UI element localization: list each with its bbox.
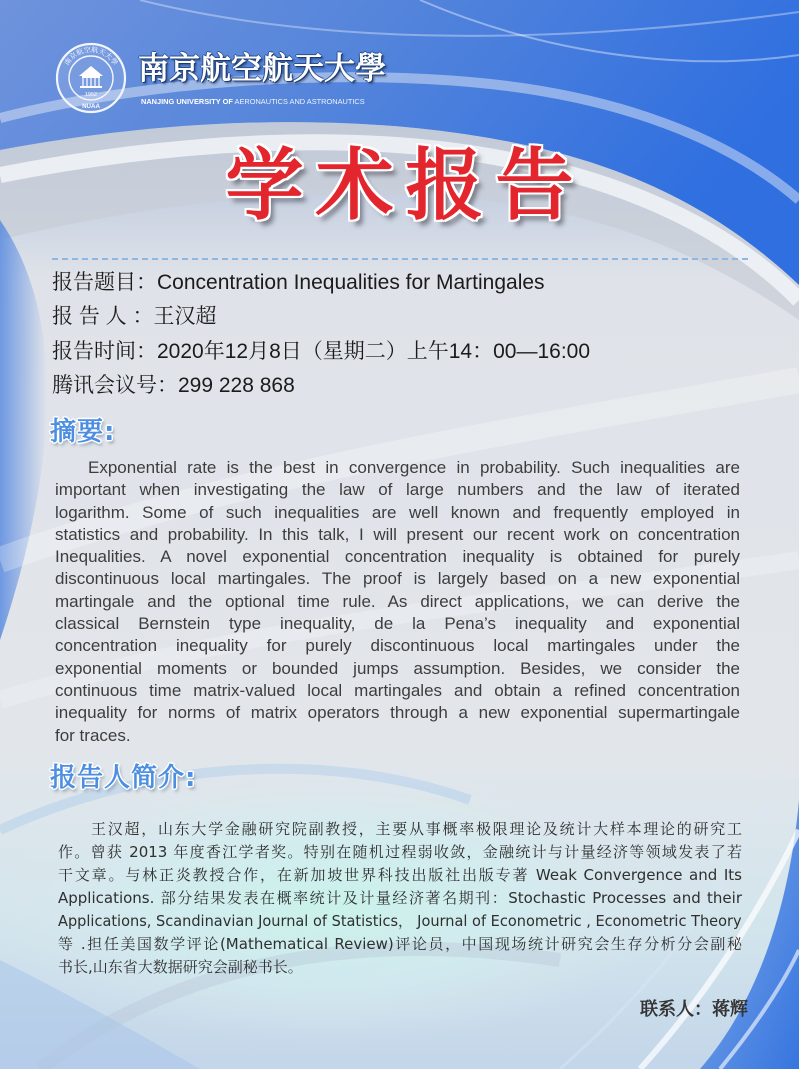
abstract-line: continuous time matrix-valued local martingales and obtain a refined concentration — [55, 680, 740, 700]
meeting-label: 腾讯会议号： — [52, 373, 178, 397]
seal-ring-text: 南京航空航天大學 — [62, 45, 120, 67]
contact-name: 蒋辉 — [712, 999, 748, 1020]
poster-title: 学术报告 — [225, 141, 586, 231]
abstract-line: concentration inequality for purely discontinuous local martingales under the — [55, 636, 740, 656]
abstract-line: Exponential rate is the best in convergence in probability. Such inequalities are — [88, 458, 740, 477]
bio-text — [58, 818, 742, 979]
bio-line: Applications. 部分结果发表在概率统计及计量经济著名期刊：Stochastic Processes and their — [58, 889, 742, 907]
abstract-heading: 摘要: — [50, 417, 116, 447]
talk-info — [52, 266, 752, 403]
topic-row — [52, 266, 752, 300]
abstract-line: for traces. — [55, 725, 131, 745]
meeting-row — [52, 369, 752, 403]
university-name-english-light: AERONAUTICS AND ASTRONAUTICS — [234, 97, 365, 106]
abstract-line: classical Bernstein type inequality, de la Pena’s inequality and exponential — [55, 614, 740, 634]
dashed-divider — [52, 258, 748, 260]
meeting-id: 299 228 868 — [178, 373, 295, 397]
abstract-line: inequality for norms of matrix operators through a new exponential supermartingale — [55, 703, 740, 723]
bio-line: 干文章。与林正炎教授合作，在新加坡世界科技出版社出版专著 Weak Convergence and Its — [58, 866, 742, 884]
time-label: 报告时间： — [52, 339, 157, 363]
bio-line: 作。曾获 2013 年度香江学者奖。特别在随机过程弱收敛，金融统计与计量经济等领域发表了若 — [58, 843, 742, 861]
bio-line: 王汉超，山东大学金融研究院副教授，主要从事概率极限理论及统计大样本理论的研究工 — [91, 820, 742, 838]
abstract-line: martingale and the optional time rule. As direct applications, we can derive the — [55, 591, 740, 611]
time-row — [52, 335, 752, 369]
speaker-label: 报 告 人 ： — [52, 305, 154, 329]
seal-abbr: NUAA — [82, 103, 100, 110]
abstract-line: Inequalities. A novel exponential concentration inequality is obtained for purely — [55, 547, 740, 567]
bio-line: 书长,山东省大数据研究会副秘书长。 — [58, 958, 303, 976]
time-value: 2020年12月8日（星期二）上午14：00—16:00 — [157, 339, 591, 363]
abstract-text — [55, 457, 740, 747]
seal-year: 1952 — [84, 92, 98, 98]
abstract-line: logarithm. Some of such inequalities are well known and frequently employed in — [55, 502, 740, 522]
topic-value: Concentration Inequalities for Martingales — [157, 271, 545, 294]
bio-line: 等 .担任美国数学评论(Mathematical Review)评论员，中国现场统计研究会生存分析分会副秘 — [58, 935, 742, 953]
contact-person — [640, 998, 748, 1022]
abstract-line: important when investigating the law of large numbers and the law of iterated — [55, 480, 740, 500]
university-seal-icon — [55, 42, 127, 114]
topic-label: 报告题目： — [52, 271, 157, 294]
abstract-line: statistics and probability. In this talk, I will present our recent work on concentration — [55, 524, 740, 544]
university-name-english — [141, 97, 365, 107]
university-name-chinese: 南京航空航天大學 — [138, 51, 386, 87]
abstract-line: exponential moments or bounded jumps assumption. Besides, we consider the — [55, 658, 740, 678]
contact-label: 联系人： — [640, 999, 712, 1020]
bio-heading: 报告人简介: — [50, 763, 197, 793]
abstract-line: discontinuous local martingales. The proof is largely based on a new exponential — [55, 569, 740, 589]
bio-line: Applications, Scandinavian Journal of Statistics， Journal of Econometric , Econometric Theory — [58, 912, 742, 930]
speaker-row — [52, 300, 752, 334]
speaker-value: 王汉超 — [153, 305, 217, 329]
university-name-english-bold: NANJING UNIVERSITY OF — [141, 97, 233, 106]
